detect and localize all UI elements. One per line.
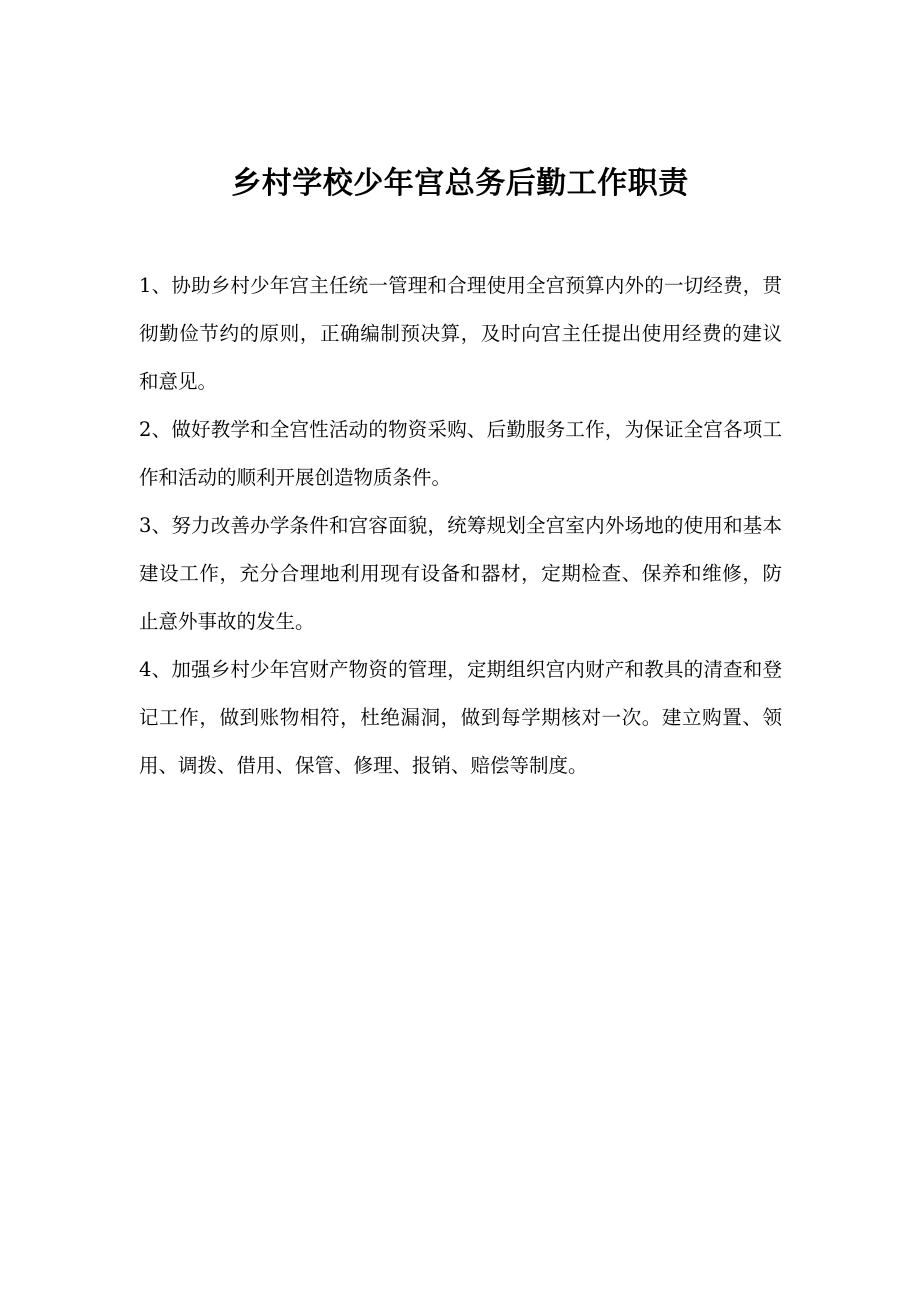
paragraph-2: 2、做好教学和全宫性活动的物资采购、后勤服务工作，为保证全宫各项工作和活动的顺利开展创造物质条件。: [139, 418, 782, 489]
paragraph-3: 3、努力改善办学条件和宫容面貌，统筹规划全宫室内外场地的使用和基本建设工作，充分合理地利用现有设备和器材，定期检查、保养和维修，防止意外事故的发生。: [139, 514, 782, 633]
document-title: 乡村学校少年宫总务后勤工作职责: [231, 166, 689, 201]
paragraph-4: 4、加强乡村少年宫财产物资的管理，定期组织宫内财产和教具的清查和登记工作，做到账物相符，杜绝漏洞，做到每学期核对一次。建立购置、领用、调拨、借用、保管、修理、报销、赔偿等制度。: [139, 658, 782, 777]
document-body: [139, 262, 782, 790]
paragraph-1: 1、协助乡村少年宫主任统一管理和合理使用全宫预算内外的一切经费，贯彻勤俭节约的原则，正确编制预决算，及时向宫主任提出使用经费的建议和意见。: [139, 274, 782, 393]
